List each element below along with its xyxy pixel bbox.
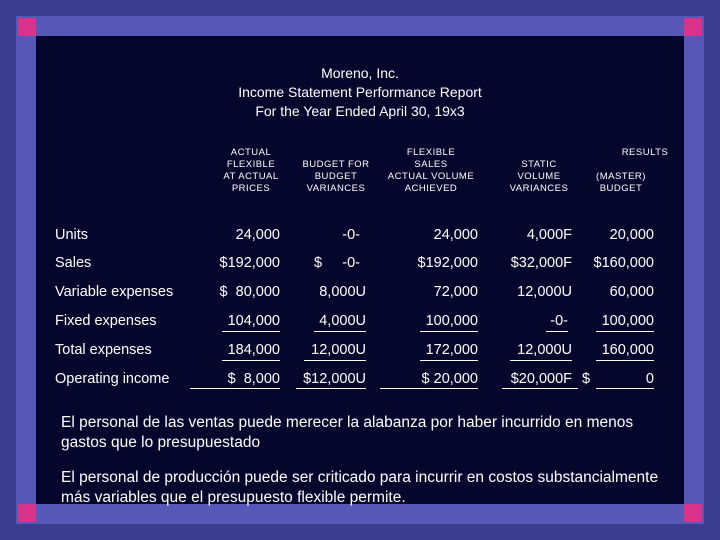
underline: [502, 388, 578, 389]
underline: [596, 331, 654, 332]
underline: [420, 360, 478, 361]
cell-units-master: 20,000: [609, 227, 654, 243]
note-production-personnel: El personal de producción puede ser criticado para incurrir en costos substancialmente más variables que el presupuesto flexible permite.: [61, 469, 659, 506]
underline: [314, 331, 366, 332]
frame-right: [704, 0, 720, 540]
row-label-operating-income: Operating income: [55, 371, 170, 387]
frame-bottom: [0, 524, 720, 540]
cell-operating-master-dollar: $: [582, 371, 591, 387]
cell-sales-flex-var: -0-: [342, 255, 360, 271]
corner-square: [18, 504, 36, 522]
cell-sales-flex-var-dollar: $: [314, 255, 323, 271]
header-col-actual: ACTUAL FLEXIBLE AT ACTUAL PRICES: [223, 147, 279, 194]
underline: [190, 388, 280, 389]
underline: [222, 331, 280, 332]
cell-fixed-flexible: 100,000: [425, 313, 478, 329]
row-label-units: Units: [55, 227, 89, 243]
underline: [296, 388, 366, 389]
row-label-sales: Sales: [55, 255, 92, 271]
cell-variable-flex-var: 8,000U: [319, 284, 366, 300]
frame-left: [0, 0, 16, 540]
header-col-volume-variances: STATIC VOLUME VARIANCES: [509, 159, 569, 194]
cell-operating-flexible: $ 20,000: [421, 371, 478, 387]
cell-units-flex-var: -0-: [342, 227, 360, 243]
cell-sales-master: $160,000: [593, 255, 654, 271]
cell-variable-volume-var: 12,000U: [517, 284, 572, 300]
header-col-flexible-variances: BUDGET FOR BUDGET VARIANCES: [302, 159, 370, 194]
cell-units-volume-var: 4,000F: [526, 227, 572, 243]
cell-fixed-actual: 104,000: [227, 313, 280, 329]
cell-total-master: 160,000: [601, 342, 654, 358]
corner-square: [684, 504, 702, 522]
report-period: For the Year Ended April 30, 19x3: [255, 103, 465, 119]
corner-square: [18, 18, 36, 36]
note-sales-personnel: El personal de las ventas puede merecer la alabanza por haber incurrido en menos gastos que lo presupuestado: [61, 414, 634, 451]
cell-units-actual: 24,000: [235, 227, 280, 243]
cell-total-flex-var: 12,000U: [311, 342, 366, 358]
cell-sales-volume-var: $32,000F: [510, 255, 572, 271]
cell-variable-master: 60,000: [609, 284, 654, 300]
cell-operating-actual: $ 8,000: [227, 371, 280, 387]
cell-sales-flexible: $192,000: [417, 255, 478, 271]
row-label-variable-expenses: Variable expenses: [55, 284, 174, 300]
cell-variable-actual: $ 80,000: [219, 284, 280, 300]
underline: [420, 331, 478, 332]
row-label-fixed-expenses: Fixed expenses: [55, 313, 157, 329]
underline: [546, 331, 568, 332]
cell-operating-volume-var: $20,000F: [510, 371, 572, 387]
row-label-total-expenses: Total expenses: [55, 342, 152, 358]
underline: [510, 360, 572, 361]
cell-fixed-flex-var: 4,000U: [319, 313, 366, 329]
cell-fixed-volume-var: -0-: [550, 313, 568, 329]
cell-operating-master: 0: [645, 371, 654, 387]
cell-variable-flexible: 72,000: [433, 284, 478, 300]
cell-total-volume-var: 12,000U: [517, 342, 572, 358]
cell-total-flexible: 172,000: [425, 342, 478, 358]
report-title: Income Statement Performance Report: [238, 84, 482, 100]
cell-operating-flex-var: $12,000U: [303, 371, 366, 387]
underline: [596, 388, 654, 389]
header-col-master-budget: (MASTER) BUDGET: [596, 171, 646, 194]
company-name: Moreno, Inc.: [321, 65, 399, 81]
underline: [380, 388, 478, 389]
underline: [596, 360, 654, 361]
header-col-flexible-budget: FLEXIBLE SALES ACTUAL VOLUME ACHIEVED: [387, 147, 475, 194]
cell-units-flexible: 24,000: [433, 227, 478, 243]
header-results: RESULTS: [621, 147, 669, 158]
cell-sales-actual: $192,000: [219, 255, 280, 271]
underline: [304, 360, 366, 361]
cell-fixed-master: 100,000: [601, 313, 654, 329]
cell-total-actual: 184,000: [227, 342, 280, 358]
frame-top: [0, 0, 720, 16]
underline: [222, 360, 280, 361]
corner-square: [684, 18, 702, 36]
